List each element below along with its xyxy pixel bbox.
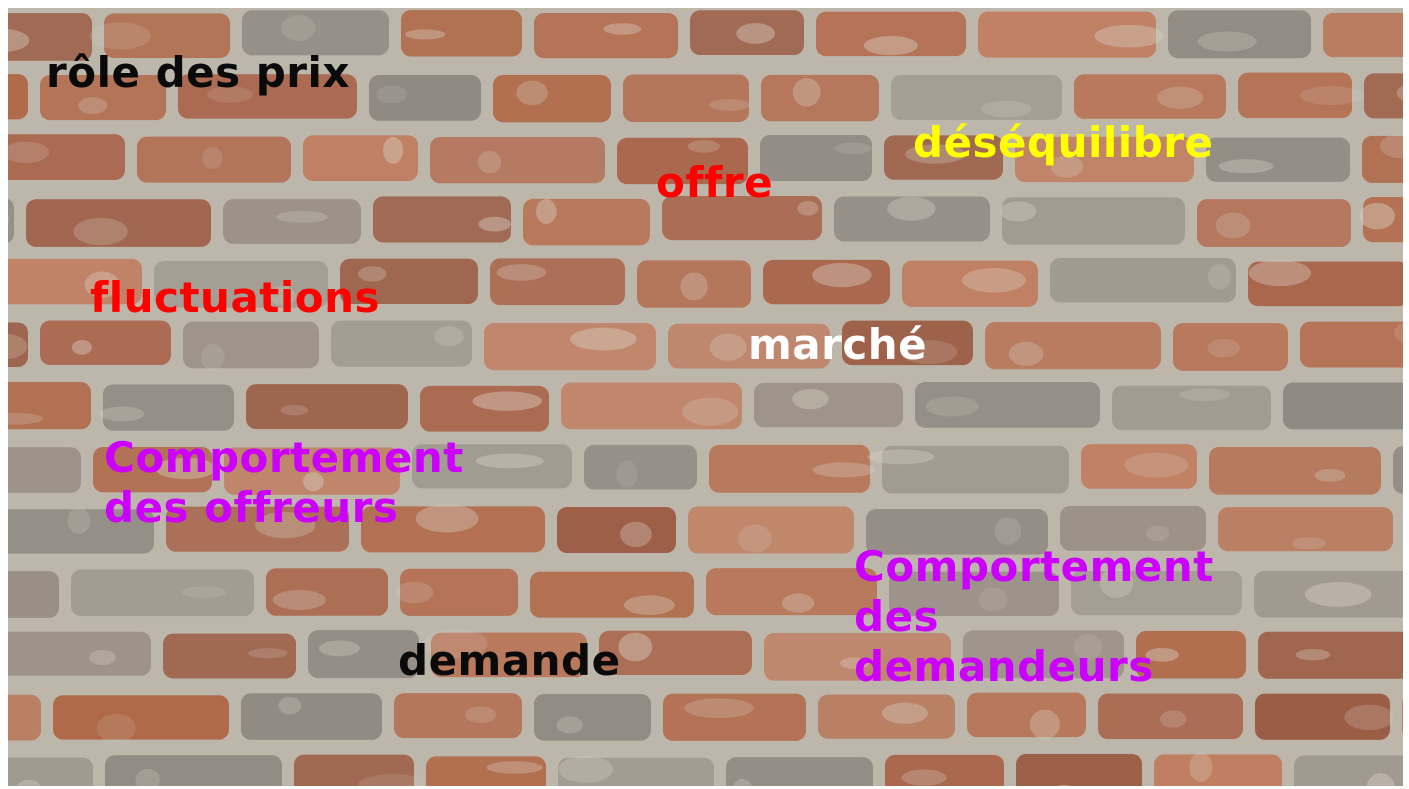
brick-patch [1314, 469, 1345, 482]
brick [1050, 258, 1236, 302]
brick-patch [570, 328, 637, 351]
brick-patch [1094, 25, 1163, 48]
brick [8, 632, 151, 676]
brick-patch [1296, 649, 1331, 660]
brick-patch [478, 151, 501, 174]
brick-patch [1344, 705, 1393, 730]
brick [8, 571, 59, 618]
brick-patch [281, 405, 308, 416]
brick-patch [89, 650, 116, 665]
brick [1074, 74, 1226, 118]
brick-patch [1249, 260, 1311, 286]
brick-patch [1305, 582, 1372, 607]
brick [1016, 754, 1142, 786]
brick [53, 695, 229, 739]
brick [557, 507, 676, 553]
brick [1300, 322, 1403, 368]
brick-patch [1030, 710, 1060, 740]
brick-patch [1160, 710, 1187, 728]
brick-patch [376, 86, 407, 104]
brick-patch [73, 218, 128, 245]
brick-patch [72, 340, 92, 355]
word-role-des-prix: rôle des prix [46, 48, 351, 97]
brick [493, 75, 611, 122]
brick-patch [887, 197, 935, 221]
brick-patch [1300, 86, 1363, 105]
brick [394, 693, 522, 738]
brick [8, 758, 93, 786]
brick-patch [1146, 526, 1169, 541]
brick-patch [536, 199, 557, 224]
brick-patch [516, 81, 548, 106]
word-line: demandeurs [854, 642, 1154, 691]
brick-patch [248, 648, 287, 658]
brick-patch [981, 101, 1031, 118]
brick-patch [556, 716, 583, 733]
brick [688, 506, 854, 553]
brick [534, 13, 678, 58]
brick-patch [813, 462, 875, 477]
brick [8, 447, 81, 493]
brick-patch [624, 595, 675, 615]
brick-patch [1219, 159, 1274, 173]
brick [1209, 447, 1381, 495]
brick-patch [793, 78, 821, 106]
brick-patch [618, 633, 652, 662]
brick-patch [276, 211, 328, 223]
brick-patch [688, 140, 720, 152]
brick-patch [319, 640, 360, 656]
brick-patch [620, 522, 652, 547]
word-comportement-des-offreurs [104, 433, 464, 533]
brick [885, 755, 1004, 786]
brick-patch [478, 217, 510, 232]
word-line: Comportement [854, 542, 1214, 591]
brick-patch [473, 391, 542, 411]
brick-patch [962, 268, 1026, 293]
brick-patch [782, 594, 814, 613]
brick-patch [812, 263, 871, 287]
brick [985, 322, 1161, 369]
brick-patch [864, 36, 918, 55]
brick [760, 135, 872, 181]
brick [430, 137, 605, 183]
brick-patch [476, 454, 544, 469]
brick-patch [201, 344, 225, 371]
word-comportement-des-demandeurs [854, 542, 1214, 692]
brick-patch [558, 756, 613, 783]
brick [754, 383, 903, 427]
brick-patch [465, 706, 496, 723]
brick-patch [99, 407, 144, 422]
brick [484, 323, 656, 370]
brick [623, 75, 749, 123]
brick-patch [603, 23, 641, 35]
word-demande: demande [398, 636, 621, 685]
brick [246, 384, 408, 429]
brick-patch [995, 517, 1022, 545]
brick-patch [680, 272, 707, 300]
brick [534, 694, 651, 741]
brick-patch [1000, 201, 1036, 221]
brick [1154, 754, 1282, 786]
brick-patch [834, 143, 872, 155]
brick-patch [97, 714, 136, 743]
brick-patch [682, 398, 738, 426]
brick-patch [684, 698, 753, 718]
brick [8, 695, 41, 741]
brick-patch [926, 396, 979, 416]
brick [241, 693, 382, 740]
word-line: des offreurs [104, 483, 399, 532]
brick-patch [901, 770, 946, 786]
brick [1283, 382, 1403, 429]
brick-patch [738, 525, 772, 553]
brick-patch [1124, 453, 1188, 478]
brick-patch [395, 582, 433, 604]
brick [105, 755, 282, 786]
word-line: Comportement [104, 433, 464, 482]
slide [8, 8, 1403, 786]
brick [420, 386, 549, 432]
brick-patch [67, 508, 90, 534]
brick-patch [1157, 87, 1203, 109]
word-desequilibre: déséquilibre [913, 118, 1214, 167]
brick-patch [89, 23, 151, 50]
brick-patch [497, 264, 546, 281]
word-line: des [854, 592, 940, 641]
brick [967, 693, 1086, 737]
brick-patch [487, 761, 543, 773]
brick-patch [273, 590, 326, 610]
brick-patch [868, 449, 935, 464]
brick-patch [1359, 203, 1395, 230]
brick [891, 75, 1062, 120]
brick [761, 75, 879, 121]
brick-patch [736, 23, 775, 44]
brick-patch [405, 29, 446, 39]
brick [1323, 13, 1403, 57]
brick-patch [710, 333, 747, 360]
brick-patch [882, 703, 928, 724]
brick [71, 569, 254, 616]
brick-patch [281, 15, 316, 41]
brick-patch [797, 201, 818, 216]
brick-patch [1208, 264, 1231, 290]
word-offre: offre [656, 158, 774, 207]
brick-patch [1197, 31, 1256, 51]
brick-patch [616, 460, 637, 488]
brick-patch [1292, 537, 1326, 549]
brick [1393, 446, 1403, 494]
brick-patch [1179, 388, 1229, 401]
brick-patch [278, 697, 301, 714]
brick [584, 445, 697, 490]
brick [40, 320, 171, 364]
brick [1206, 137, 1350, 181]
brick-patch [181, 587, 227, 599]
brick [1364, 73, 1403, 118]
brick-patch [709, 99, 750, 111]
brick-patch [1207, 339, 1240, 358]
brick-patch [434, 326, 463, 346]
brick-patch [383, 137, 403, 164]
word-marche: marché [748, 320, 928, 369]
brick [1258, 632, 1403, 679]
brick-patch [1009, 342, 1044, 366]
brick-patch [1189, 753, 1212, 782]
brick-patch [78, 97, 107, 114]
brick-patch [1216, 213, 1251, 239]
brick [8, 74, 28, 119]
word-fluctuations: fluctuations [90, 273, 381, 322]
brick-patch [792, 389, 829, 409]
brick-patch [202, 147, 222, 169]
